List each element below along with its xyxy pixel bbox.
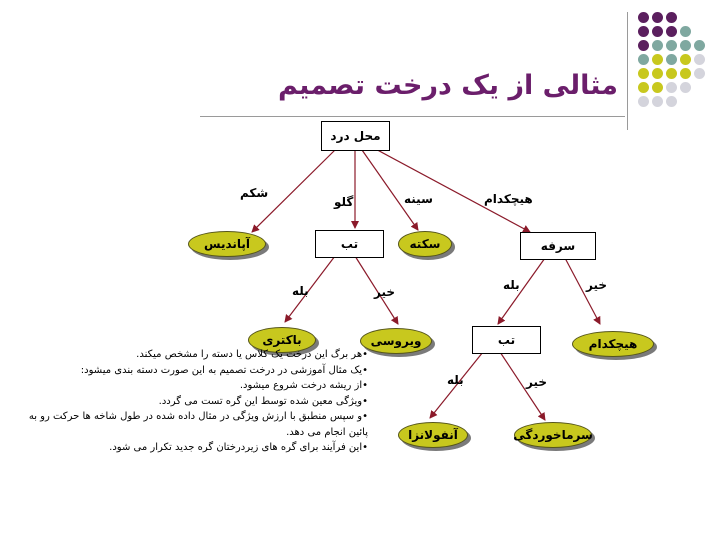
leaf-stroke: سکته <box>398 231 452 257</box>
node-fever-2: تب <box>472 326 541 354</box>
note-item: •این فرآیند برای گره های زیردرختان گره جدید تکرار می شود. <box>109 442 368 453</box>
edge-label-yes: بله <box>447 373 464 387</box>
leaf-none: هیچکدام <box>572 331 654 357</box>
note-item: •ویژگی معین شده توسط این گره تست می گردد. <box>158 395 368 407</box>
node-cough: سرفه <box>520 232 596 260</box>
node-fever: تب <box>315 230 384 258</box>
edge-label-none: هیچکدام <box>484 192 533 206</box>
leaf-flu: آنفولانزا <box>398 422 468 448</box>
edge-label-no: خیر <box>526 375 548 389</box>
leaf-bacterial: باکتری <box>248 327 316 353</box>
edge-label-throat: گلو <box>334 195 354 209</box>
note-item: •یک مثال آموزشی در درخت تصمیم به این صورت دسته بندی میشود: <box>80 364 368 376</box>
root-node-pain-location: محل درد <box>321 121 390 151</box>
edge-label-no: خیر <box>374 285 396 299</box>
note-item: •از ریشه درخت شروع میشود. <box>239 380 368 391</box>
edge-root-cough <box>370 146 530 232</box>
edge-label-yes: بله <box>292 284 309 298</box>
leaf-appendicitis: آپاندیس <box>188 231 266 257</box>
note-item: •و سپس منطبق با ارزش ویژگی در مثال داده شده در طول شاخه ها حرکت رو به پائین انجام می دهد. <box>28 411 368 438</box>
edge-label-no: خیر <box>586 278 608 292</box>
note-item: •هر برگ این درخت یک کلاس یا دسته را مشخص میکند. <box>136 349 368 360</box>
slide-title: مثالی از یک درخت تصمیم <box>278 70 618 101</box>
edge-root-stroke <box>362 150 418 230</box>
leaf-cold: سرماخوردگی <box>514 422 592 448</box>
edge-label-chest: سینه <box>404 192 433 206</box>
explanation-notes <box>18 347 368 456</box>
leaf-viral: ویروسی <box>360 328 432 354</box>
edge-label-abdomen: شکم <box>240 186 269 200</box>
edge-label-yes: بله <box>503 278 520 292</box>
